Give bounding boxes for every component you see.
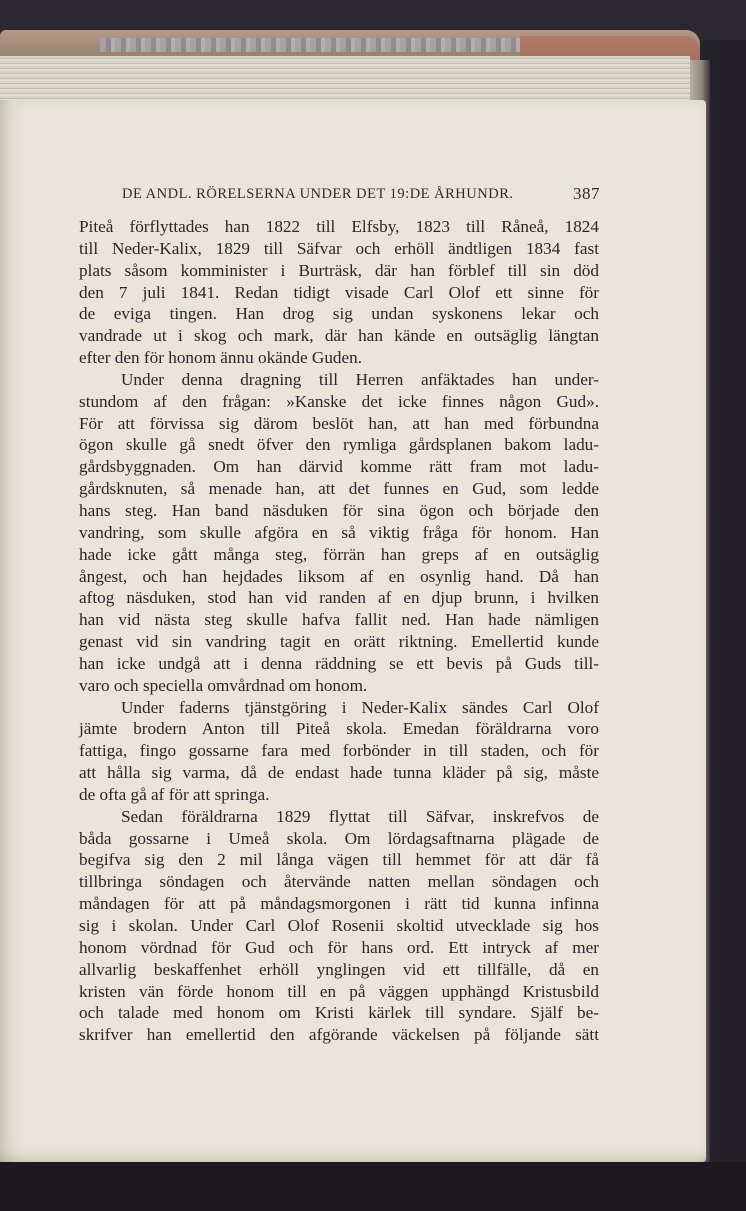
text-line: begifva sig den 2 mil långa vägen till hemmet för att där få <box>79 850 599 870</box>
marbled-edge <box>100 38 520 52</box>
text-line: efter den för honom ännu okände Guden. <box>79 348 363 368</box>
paragraph <box>79 369 599 697</box>
text-line: gårdsbyggnaden. Om han därvid komme rätt fram mot ladu- <box>79 457 599 477</box>
paragraph <box>79 216 599 369</box>
text-line: den 7 juli 1841. Redan tidigt visade Carl Olof ett sinne för <box>79 282 599 302</box>
text-line: de ofta gå af för att springa. <box>79 784 270 804</box>
text-line: ögon skulle gå snedt öfver den rymliga gårdsplanen bakom ladu- <box>79 435 599 455</box>
text-line: han icke undgå att i denna räddning se ett bevis på Guds till- <box>79 653 599 673</box>
paragraph <box>79 806 599 1046</box>
text-line: För att förvissa sig därom beslöt han, att han med förbundna <box>79 413 599 433</box>
text-line: vandring, som skulle afgöra en så viktig fråga för honom. Han <box>79 522 599 542</box>
running-head <box>122 186 600 208</box>
text-line: genast vid sin vandring tagit en orätt riktning. Emellertid kunde <box>79 632 599 652</box>
text-line: fattiga, fingo gossarne fara med forbönder in till staden, och för <box>79 741 599 761</box>
text-line: tillbringa söndagen och återvände natten mellan söndagen och <box>79 872 599 892</box>
text-line: de eviga tingen. Han drog sig undan syskonens lekar och <box>79 304 599 324</box>
paragraph <box>79 697 599 806</box>
text-line: och talade med honom om Kristi kärlek till syndare. Själf be- <box>79 1003 599 1023</box>
text-line: ångest, och han hejdades liksom af en osynlig hand. Då han <box>79 566 599 586</box>
text-line: hade icke gått många steg, förrän han greps af en outsäglig <box>79 544 599 564</box>
text-line: hans steg. Han band näsduken för sina ögon och började den <box>79 500 599 520</box>
text-line: aftog näsduken, stod han vid randen af en djup brunn, i hvilken <box>79 588 599 608</box>
text-line: sig i skolan. Under Carl Olof Rosenii skoltid utvecklade sig hos <box>79 916 599 935</box>
text-line: Under faderns tjänstgöring i Neder-Kalix sändes Carl Olof <box>121 697 599 717</box>
text-line: Sedan föräldrarna 1829 flyttat till Säfvar, inskrefvos de <box>121 806 599 826</box>
text-line: Under denna dragning till Herren anfäktades han under- <box>121 369 599 389</box>
text-line: han vid nästa steg skulle hafva fallit ned. Han hade nämligen <box>79 610 599 630</box>
text-line: honom vördnad för Gud och för hans ord. Ett intryck af mer <box>79 937 599 957</box>
scan-bottom-margin <box>0 1162 746 1211</box>
text-line: båda gossarne i Umeå skola. Om lördagsaftnarna plägade de <box>79 828 599 848</box>
text-line: gårdsknuten, så menade han, att det funnes en Gud, som ledde <box>79 479 599 499</box>
text-line: till Neder-Kalix, 1829 till Säfvar och erhöll ändtligen 1834 fast <box>79 238 599 258</box>
text-line: kristen vän förde honom till en på väggen upphängd Kristusbild <box>79 981 599 1001</box>
text-line: måndagen för att på måndagsmorgonen i rätt tid kunna infinna <box>79 894 599 914</box>
running-head-title: DE ANDL. RÖRELSERNA UNDER DET 19:DE ÅRHUNDR. <box>122 186 514 202</box>
text-line: plats såsom komminister i Burträsk, där han förblef till sin död <box>79 260 599 280</box>
body-text <box>79 216 599 1046</box>
text-line: Piteå förflyttades han 1822 till Elfsby, 1823 till Råneå, 1824 <box>79 217 599 236</box>
text-line: varo och speciella omvårdnad om honom. <box>79 675 368 695</box>
text-line: jämte brodern Anton till Piteå skola. Emedan föräldrarna voro <box>79 719 599 739</box>
text-line: vandrade ut i skog och mark, där han kände en outsäglig längtan <box>79 326 599 346</box>
text-line: skrifver han emellertid den afgörande väckelsen på följande sätt <box>79 1025 599 1045</box>
text-line: stundom af den frågan: »Kanske det icke finnes någon Gud». <box>79 391 599 411</box>
text-line: att hålla sig varma, då de endast hade tunna kläder på sig, måste <box>79 763 599 783</box>
page-stack-edge <box>0 56 690 106</box>
page-number: 387 <box>573 184 600 203</box>
text-line: allvarlig beskaffenhet erhöll ynglingen vid ett tillfälle, då en <box>79 959 599 979</box>
